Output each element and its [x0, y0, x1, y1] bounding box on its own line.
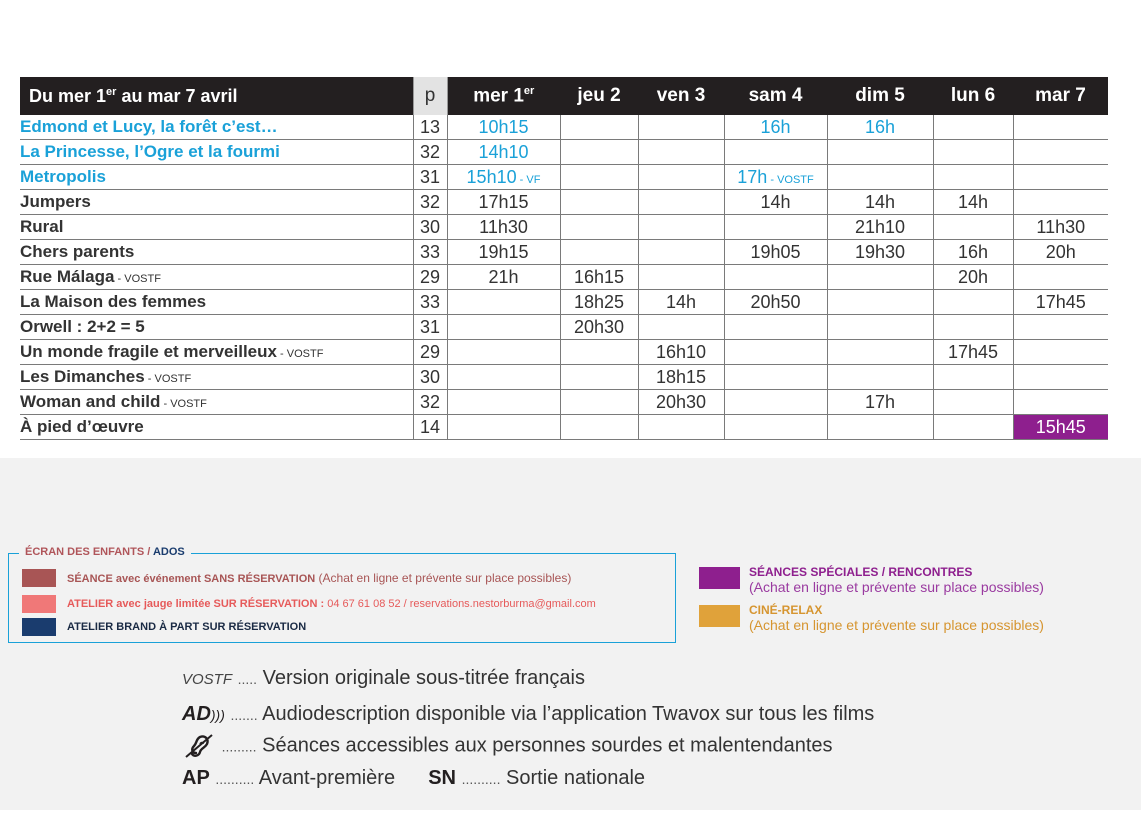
showtime-cell: 14h: [933, 190, 1013, 215]
abbr-ad: AD))) ....... Audiodescription disponible via l’application Twavox sur tous les films: [182, 703, 875, 725]
showtime-cell: 20h30: [638, 390, 724, 415]
showtime-cell: [560, 415, 638, 440]
film-row: [20, 190, 1108, 215]
showtime-cell: [724, 340, 827, 365]
film-title: Rural: [20, 215, 413, 240]
special-title: SÉANCES SPÉCIALES / RENCONTRES: [749, 565, 973, 579]
relax-swatch: [699, 605, 740, 627]
hearing-loop-icon: [182, 733, 216, 759]
abbr-vostf: VOSTF ..... Version originale sous-titrée français: [182, 667, 585, 689]
showtime-cell: [638, 315, 724, 340]
page-number: 13: [413, 115, 447, 140]
film-row: [20, 415, 1108, 440]
showtime-cell: [447, 415, 560, 440]
showtime-cell: [933, 115, 1013, 140]
showtime-cell: [1013, 140, 1108, 165]
film-title: Orwell : 2+2 = 5: [20, 315, 413, 340]
hearing-text: Séances accessibles aux personnes sourdes et malentendantes: [262, 734, 833, 757]
showtime-cell: [1013, 190, 1108, 215]
showtime-cell: [560, 140, 638, 165]
showtime-cell: 14h: [827, 190, 933, 215]
showtime-cell: 10h15: [447, 115, 560, 140]
film-title: Jumpers: [20, 190, 413, 215]
vostf-text: Version originale sous-titrée français: [262, 667, 585, 689]
showtime-cell: 16h: [933, 240, 1013, 265]
special-legend: [699, 565, 1044, 595]
showtime-cell: [827, 140, 933, 165]
event-label: SÉANCE avec événement SANS RÉSERVATION: [67, 573, 316, 585]
showtime-cell: [638, 265, 724, 290]
showtime-cell: [933, 315, 1013, 340]
showtime-cell: 17h: [827, 390, 933, 415]
showtime-cell: [447, 315, 560, 340]
workshop-swatch: [22, 595, 56, 613]
showtime-cell: [724, 365, 827, 390]
showtime-cell: 16h10: [638, 340, 724, 365]
page-number: 32: [413, 190, 447, 215]
showtime-cell: 15h45: [1013, 415, 1108, 440]
brand-swatch: [22, 618, 56, 636]
showtime-cell: 14h: [724, 190, 827, 215]
workshop-extra: 04 67 61 08 52 / reservations.nestorburma@gmail.com: [324, 598, 596, 610]
legend-event-row: [22, 569, 571, 587]
showtime-cell: [827, 290, 933, 315]
film-title: Edmond et Lucy, la forêt c’est…: [20, 115, 413, 140]
film-title: Les Dimanches - VOSTF: [20, 365, 413, 390]
showtime-cell: [1013, 365, 1108, 390]
showtime-cell: 16h: [724, 115, 827, 140]
showtime-cell: [933, 140, 1013, 165]
film-row: [20, 340, 1108, 365]
event-extra: (Achat en ligne et prévente sur place possibles): [315, 571, 572, 585]
showtime-cell: 15h10 - VF: [447, 165, 560, 190]
sn-text: Sortie nationale: [506, 767, 646, 789]
day-heading: jeu 2: [560, 77, 638, 115]
showtime-cell: [933, 290, 1013, 315]
film-row: [20, 165, 1108, 190]
showtime-cell: [827, 415, 933, 440]
page-number: 31: [413, 165, 447, 190]
showtime-cell: [724, 265, 827, 290]
showtime-cell: [827, 365, 933, 390]
film-row: [20, 240, 1108, 265]
film-title: Metropolis: [20, 165, 413, 190]
showtime-cell: [638, 415, 724, 440]
day-heading: mar 7: [1013, 77, 1108, 115]
showtime-cell: 14h: [638, 290, 724, 315]
film-title: Woman and child - VOSTF: [20, 390, 413, 415]
page-column-heading: p: [413, 77, 447, 115]
showtime-cell: [827, 315, 933, 340]
showtime-cell: 17h - VOSTF: [724, 165, 827, 190]
showtime-cell: [724, 140, 827, 165]
film-row: [20, 390, 1108, 415]
showtime-cell: 19h30: [827, 240, 933, 265]
special-subtitle: (Achat en ligne et prévente sur place possibles): [749, 579, 1044, 595]
showtime-cell: [638, 215, 724, 240]
showtime-cell: 16h: [827, 115, 933, 140]
showtime-cell: [560, 365, 638, 390]
page-number: 33: [413, 290, 447, 315]
showtime-cell: 14h10: [447, 140, 560, 165]
day-heading: ven 3: [638, 77, 724, 115]
workshop-label: ATELIER avec jauge limitée SUR RÉSERVATION :: [67, 598, 325, 610]
showtime-cell: 19h05: [724, 240, 827, 265]
showtime-cell: 21h10: [827, 215, 933, 240]
page-number: 29: [413, 340, 447, 365]
showtime-cell: [560, 340, 638, 365]
showtime-cell: [933, 390, 1013, 415]
showtime-cell: [638, 190, 724, 215]
film-row: [20, 140, 1108, 165]
showtime-cell: [638, 140, 724, 165]
week-range-heading: Du mer 1er au mar 7 avril: [20, 77, 413, 115]
showtime-cell: [933, 165, 1013, 190]
showtime-cell: [933, 215, 1013, 240]
page-number: 30: [413, 215, 447, 240]
day-heading: mer 1er: [447, 77, 560, 115]
page-number: 31: [413, 315, 447, 340]
film-title: Chers parents: [20, 240, 413, 265]
showtime-cell: 20h50: [724, 290, 827, 315]
vostf-key: VOSTF: [182, 671, 233, 688]
kids-legend-title: ÉCRAN DES ENFANTS / ADOS: [19, 546, 191, 558]
special-swatch: [699, 567, 740, 589]
showtime-cell: [447, 365, 560, 390]
day-heading: sam 4: [724, 77, 827, 115]
film-row: [20, 290, 1108, 315]
film-title: La Maison des femmes: [20, 290, 413, 315]
film-title: Un monde fragile et merveilleux - VOSTF: [20, 340, 413, 365]
page-number: 32: [413, 140, 447, 165]
showtime-cell: [724, 315, 827, 340]
legend-brand-row: [22, 618, 306, 636]
relax-subtitle: (Achat en ligne et prévente sur place possibles): [749, 617, 1044, 633]
showtime-cell: [1013, 390, 1108, 415]
audio-description-icon: AD))): [182, 703, 225, 725]
showtime-cell: [560, 390, 638, 415]
showtime-cell: [560, 240, 638, 265]
abbr-ap-sn: AP .......... Avant-première SN .......... Sortie nationale: [182, 767, 646, 789]
showtime-cell: [447, 340, 560, 365]
showtime-cell: 21h: [447, 265, 560, 290]
showtime-cell: 20h: [1013, 240, 1108, 265]
page-number: 33: [413, 240, 447, 265]
showtime-cell: [1013, 165, 1108, 190]
showtime-cell: 17h45: [1013, 290, 1108, 315]
film-row: [20, 365, 1108, 390]
day-heading: dim 5: [827, 77, 933, 115]
showtime-cell: [1013, 315, 1108, 340]
showtime-cell: [560, 165, 638, 190]
page-number: 14: [413, 415, 447, 440]
showtime-cell: [724, 415, 827, 440]
showtime-cell: [724, 215, 827, 240]
ad-text: Audiodescription disponible via l’application Twavox sur tous les films: [262, 703, 875, 725]
film-title: À pied d’œuvre: [20, 415, 413, 440]
relax-title: CINÉ-RELAX: [749, 603, 823, 617]
kids-legend-box: [8, 546, 676, 643]
showtime-cell: [724, 390, 827, 415]
film-row: [20, 315, 1108, 340]
showtime-cell: [1013, 265, 1108, 290]
film-title: La Princesse, l’Ogre et la fourmi: [20, 140, 413, 165]
schedule-table: [20, 77, 1108, 440]
showtime-cell: 20h30: [560, 315, 638, 340]
brand-label: ATELIER BRAND À PART SUR RÉSERVATION: [67, 621, 307, 633]
showtime-cell: 20h: [933, 265, 1013, 290]
page-number: 32: [413, 390, 447, 415]
film-title: Rue Málaga - VOSTF: [20, 265, 413, 290]
film-row: [20, 115, 1108, 140]
showtime-cell: 18h25: [560, 290, 638, 315]
film-row: [20, 265, 1108, 290]
showtime-cell: [1013, 115, 1108, 140]
showtime-cell: [827, 165, 933, 190]
showtime-cell: 11h30: [447, 215, 560, 240]
showtime-cell: [933, 365, 1013, 390]
showtime-cell: 17h45: [933, 340, 1013, 365]
showtime-cell: 18h15: [638, 365, 724, 390]
showtime-cell: [638, 115, 724, 140]
ap-text: Avant-première: [258, 767, 396, 789]
showtime-cell: [447, 290, 560, 315]
event-swatch: [22, 569, 56, 587]
table-header-row: [20, 77, 1108, 115]
showtime-cell: [638, 240, 724, 265]
showtime-cell: [560, 115, 638, 140]
showtime-cell: [447, 390, 560, 415]
ap-key: AP: [182, 767, 210, 789]
showtime-cell: [1013, 340, 1108, 365]
showtime-cell: [638, 165, 724, 190]
showtime-cell: [560, 215, 638, 240]
sn-key: SN: [428, 767, 456, 789]
showtime-cell: [827, 265, 933, 290]
showtime-cell: 17h15: [447, 190, 560, 215]
showtime-cell: [560, 190, 638, 215]
page-number: 30: [413, 365, 447, 390]
showtime-cell: [827, 340, 933, 365]
relax-legend: [699, 603, 1044, 633]
abbr-hearing: ......... Séances accessibles aux personnes sourdes et malentendantes: [182, 733, 833, 759]
showtime-cell: 19h15: [447, 240, 560, 265]
legend-workshop-row: [22, 595, 596, 613]
showtime-cell: 16h15: [560, 265, 638, 290]
day-heading: lun 6: [933, 77, 1013, 115]
showtime-cell: [933, 415, 1013, 440]
showtime-cell: 11h30: [1013, 215, 1108, 240]
page-number: 29: [413, 265, 447, 290]
film-row: [20, 215, 1108, 240]
